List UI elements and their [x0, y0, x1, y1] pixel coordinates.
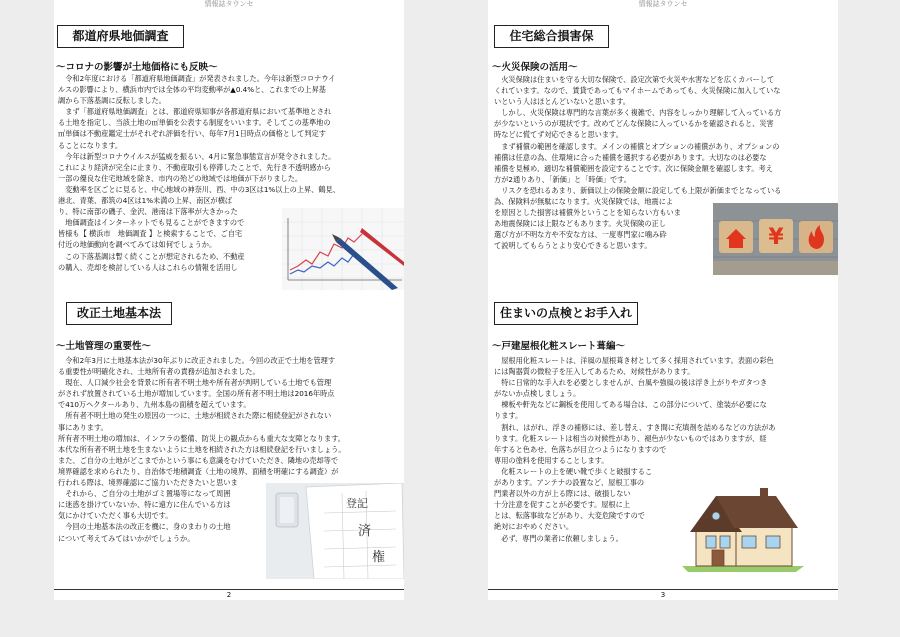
text-line: 屋根用化粧スレートは、洋風の屋根葺き材として多く採用されています。表面の彩色	[494, 356, 774, 365]
text-line: 境界確認を求められたり、自治体で地積調査（土地の境界、面積を明確にする調査）が	[58, 466, 339, 476]
page-footer	[488, 589, 838, 600]
text-line: まず「都道府県地価調査」とは、都道府県知事が各都道府県において基準地とされ	[58, 107, 332, 117]
text-line: 気にかけていただく事も大切です。	[58, 511, 173, 521]
text-line: この下落基調は暫く続くことが想定されるため、不動産	[58, 251, 245, 261]
text-line: 港北、青葉、都筑の4区は1%未満の上昇、南区が横ば	[58, 196, 233, 206]
text-line: 火災保険は住まいを守る大切な保険で、設定次第で火災や水害などを広くカバーして	[494, 75, 775, 84]
text-line: 割れ、はがれ、浮きの補修には、差し替え、すき間に充填剤を詰めるなどの方法があ	[494, 422, 776, 432]
text-line: ることになります。	[58, 140, 123, 150]
text-line: 所有者不明土地の発生の原因の一つに、土地が相続された際に相続登記がされない	[58, 411, 332, 421]
text-line: 専用の塗料を使用することします。	[494, 455, 609, 465]
text-line: 補償は任意の為、住環境に合った補償を選択する必要があります。大切なのは必要な	[494, 152, 767, 162]
section-subtitle-corona: ～コロナの影響が土地価格にも反映～	[56, 62, 218, 73]
page-number: 3	[660, 591, 666, 599]
house-illustration	[676, 486, 810, 572]
text-line: それから、ご自分の土地がゴミ置場等になって周囲	[58, 489, 231, 499]
text-line: くれています。なので、賃貸であってもマイホームであっても、火災保険に加入していな	[494, 86, 781, 96]
page-3	[488, 0, 838, 600]
section-subtitle-land-management: ～土地管理の重要性～	[56, 341, 152, 352]
text-line: 化粧スレートの上を硬い靴で歩くと破損するこ	[494, 466, 653, 476]
text-line: 門業者以外の方が上る際には、破損しない	[494, 489, 631, 499]
section-title-home-maintenance: 住まいの点検とお手入れ	[494, 302, 638, 325]
text-line: には陶器質の微粒子を圧入してあるため、対候性があります。	[494, 367, 695, 377]
text-line: 十分注意を促すことが必要です。屋根に上	[494, 500, 630, 510]
page-footer	[54, 589, 404, 600]
text-line: 調から下落基調に反転しました。	[58, 96, 166, 106]
text-line: 年すると色あせ、色落ちが目立つようになりますので	[494, 444, 667, 454]
text-line: 必ず、専門の業者に依頼しましょう。	[494, 533, 623, 543]
text-line: 一部の優良な住宅地域を除き、市内の殆どの地域では地価が下がりました。	[58, 173, 303, 183]
text-line: 特に日常的な手入れを必要としませんが、台風や強風の後は浮き上がりやガタつき	[494, 378, 768, 388]
text-line: 所有者不明土地の増加は、インフラの整備、防災上の観点からも重大な支障となります。	[58, 433, 345, 443]
text-line: がされず放置されている土地が増加しています。全国の所有者不明土地は2016年時点	[58, 389, 335, 399]
text-line: 棟板や軒先などに鋼板を使用してある場合は、この部分について、塗装が必要にな	[494, 400, 767, 410]
page-header: 情報誌タウンセ	[638, 0, 688, 8]
text-line: ります。化粧スレートは相当の対候性があり、褪色が少ないものではありますが、経	[494, 433, 767, 443]
text-line: ります。	[494, 411, 523, 421]
price-chart-photo	[282, 208, 404, 290]
section-title-home-insurance: 住宅総合損害保	[494, 25, 609, 48]
text-line: 本代な所有者不明土地を生まないように土地を相続された方は相続登記を行いましょう。	[58, 444, 346, 454]
text-line: 皆様も【 横浜市 地価調査 】と検索することで、ご自宅	[58, 229, 243, 239]
insurance-blocks-photo	[713, 203, 838, 275]
text-line: 今年は新型コロナウイルスが猛威を振るい、4月に緊急事態宣言が発令されました。	[58, 151, 336, 161]
registry-document-photo	[266, 483, 404, 579]
text-line: に迷惑を掛けていないか、特に遠方に住んでいる方は	[58, 500, 231, 510]
text-line: 変動率を区ごとに見ると、中心地域の神奈川、西、中の3区は1%以上の上昇、鶴見、	[58, 184, 340, 194]
text-line: 現在、人口減少社会を背景に所有者不明土地や所有者が判明している土地でも管理	[58, 378, 332, 388]
text-line: 今回の土地基本法の改正を機に、身のまわりの土地	[58, 522, 231, 532]
page-number: 2	[226, 591, 232, 599]
photo-text-touki: 登記	[346, 497, 368, 510]
yen-icon: ¥	[768, 225, 784, 250]
text-line: ㎡単価は不動産鑑定士がそれぞれ評価を行い、毎年7月1日時点の価格として判定す	[58, 129, 326, 139]
text-line: がないか点検しましょう。	[494, 389, 581, 399]
section-title-land-basic-law: 改正土地基本法	[66, 302, 172, 325]
text-line: の購入、売却を検討している人はこれらの情報を活用し	[58, 262, 238, 272]
text-line: いという人はほとんどいないと思います。	[494, 97, 630, 107]
text-line: について考えてみてはいかがでしょうか。	[58, 533, 195, 543]
text-line: これにより経済が完全に止まり、不動産取引も停滞したことで、先行き不透明感から	[58, 162, 331, 172]
text-line: が少ないというのが現状です。改めてどんな保険に入っているかを確認されると、災害	[494, 119, 774, 129]
text-line: 選び方が不明な方や不安な方は、一度専門家に噛み砕	[494, 230, 667, 240]
text-line: 令和2年度における「都道府県地価調査」が発表されました。今年は新型コロナウイ	[58, 74, 336, 83]
text-line: あ地震保険には上限などもあります。火災保険の正し	[494, 219, 666, 229]
page-2	[54, 0, 404, 600]
text-line: 令和2年3月に土地基本法が30年ぶりに改正されました。今回の改正で土地を管理す	[58, 356, 336, 365]
text-line: 時などに慌てず対応できると思います。	[494, 130, 623, 140]
page-header: 情報誌タウンセ	[204, 0, 254, 8]
text-line: しかし、火災保険は専門的な言葉が多く複雑で、内容をしっかり理解して入っている方	[494, 108, 782, 118]
section-subtitle-fire-insurance: ～火災保険の活用～	[492, 62, 578, 73]
text-line: また、ご自分の土地がどこまでかという事にも意識をむけていただき、隣地の売却等で	[58, 455, 339, 465]
section-subtitle-slate-roof: ～戸建屋根化粧スレート葺編～	[492, 341, 626, 352]
text-line: 方が2通りあり、「新価」と「時価」です。	[494, 174, 631, 184]
text-line: があります。アンテナの設置など、屋根工事の	[494, 478, 645, 488]
text-line: とは、転落事故などがあり、大変危険ですので	[494, 511, 645, 521]
photo-text-ken: 権	[372, 550, 386, 565]
text-line: て説明してもらうとより安心できると思います。	[494, 241, 652, 251]
text-line: 補償を見極め、適切な補償範囲を設定することです。次に保険金額を確認します。考え	[494, 163, 773, 173]
text-line: る土地を指定し、当該土地の㎡単価を公表する制度をいいます。そしてこの基準地の	[58, 118, 331, 128]
photo-text-zumi: 済	[358, 524, 372, 539]
text-line: 絶対におやめください。	[494, 522, 574, 532]
text-line: る重要性が明確化され、土地所有者の責務が追加されました。	[58, 367, 260, 377]
text-line: を原因とした損害は補償外ということを知らない方もいま	[494, 208, 681, 218]
text-line: 行われる際は、境界確認にご協力いただきたいと思いま	[58, 478, 238, 488]
text-line: まず補償の範囲を確認します。メインの補償とオプションの補償があり、オプションの	[494, 141, 780, 151]
text-line: 事にあります。	[58, 422, 108, 432]
text-line: り、特に南部の磯子、金沢、港南は下落率が大きかった	[58, 207, 238, 217]
text-line: 為、保険料が無駄になります。火災保険では、地震によ	[494, 197, 674, 207]
section-title-land-price-survey: 都道府県地価調査	[57, 25, 184, 48]
text-line: 地価調査はインターネットでも見ることができますので	[58, 218, 245, 228]
text-line: ルスの影響により、横浜市内では全体の平均変動率が▲0.4%と、これまでの上昇基	[58, 85, 326, 95]
text-line: リスクを恐れるあまり、新価以上の保険金額に設定しても上限が新価までとなっている	[494, 185, 782, 195]
text-line: で410万ヘクタールあり、九州本島の面積を超えています。	[58, 400, 251, 410]
text-line: 付近の地価動向を調べてみては如何でしょうか。	[58, 240, 217, 250]
